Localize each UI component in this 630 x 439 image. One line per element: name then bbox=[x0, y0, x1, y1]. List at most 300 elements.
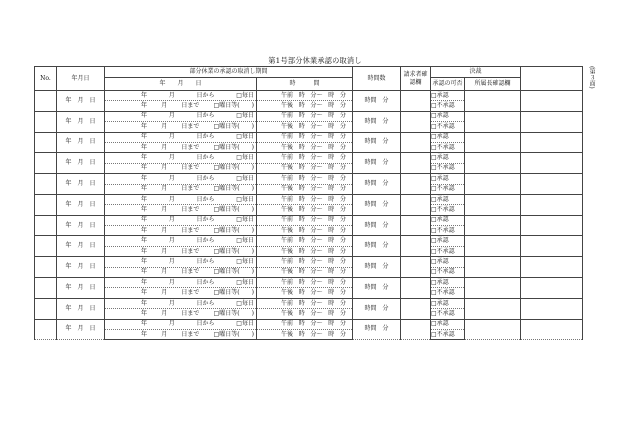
row-manager-check[interactable] bbox=[465, 215, 521, 236]
reject-checkbox[interactable]: □不承認 bbox=[431, 226, 465, 236]
reject-checkbox[interactable]: □不承認 bbox=[431, 101, 465, 111]
approve-checkbox[interactable]: □承認 bbox=[431, 174, 465, 184]
line1_time-0: 午前 bbox=[281, 237, 294, 245]
period-end-time[interactable] bbox=[257, 329, 353, 339]
row-extra bbox=[521, 236, 583, 257]
line2_date-1: 月 bbox=[161, 164, 168, 172]
period-end-time[interactable] bbox=[257, 142, 353, 152]
line2_date-1: 月 bbox=[161, 268, 168, 276]
line2_time-1: 時 bbox=[298, 185, 305, 193]
line2_date-2: 日まで bbox=[181, 205, 200, 213]
form-title: 第1号部分休業承認の取消し bbox=[268, 56, 362, 65]
period-end-time[interactable] bbox=[257, 184, 353, 194]
row-no bbox=[35, 194, 57, 215]
row-extra bbox=[521, 132, 583, 153]
line2_time-4: 分 bbox=[340, 226, 347, 234]
row-manager-check[interactable] bbox=[465, 111, 521, 132]
row-manager-check[interactable] bbox=[465, 194, 521, 215]
period-start-date[interactable] bbox=[105, 278, 257, 288]
table-row bbox=[35, 153, 583, 163]
line2_date-0: 年 bbox=[141, 289, 148, 297]
line1_date-3: □毎日 bbox=[236, 133, 254, 141]
period-start-time[interactable] bbox=[257, 257, 353, 267]
row-no bbox=[35, 153, 57, 174]
period-start-time[interactable] bbox=[257, 91, 353, 101]
line1_date-0: 年 bbox=[141, 112, 148, 120]
header-approval: 承認の可否 bbox=[431, 78, 465, 91]
line1_time-4: 分 bbox=[340, 91, 347, 99]
row-hours[interactable]: 時間 分 bbox=[353, 91, 401, 112]
period-end-date[interactable] bbox=[105, 142, 257, 152]
header-applicant: 請求者確認欄 bbox=[401, 67, 431, 91]
approve-checkbox[interactable]: □承認 bbox=[431, 236, 465, 246]
line2_date-0: 年 bbox=[141, 268, 148, 276]
line1_date-0: 年 bbox=[141, 257, 148, 265]
row-date[interactable]: 年 月 日 bbox=[57, 91, 105, 112]
period-start-date[interactable] bbox=[105, 91, 257, 101]
line2_time-0: 午後 bbox=[281, 205, 294, 213]
period-start-time[interactable] bbox=[257, 132, 353, 142]
line2_time-2: 分～ bbox=[310, 289, 323, 297]
line2_time-3: 時 bbox=[328, 268, 335, 276]
row-hours[interactable]: 時間 分 bbox=[353, 132, 401, 153]
line1_date-3: □毎日 bbox=[236, 278, 254, 286]
row-no bbox=[35, 132, 57, 153]
line1_date-2: 日から bbox=[196, 278, 215, 286]
line2_date-1: 月 bbox=[161, 102, 168, 110]
row-hours[interactable]: 時間 分 bbox=[353, 174, 401, 195]
period-start-time[interactable] bbox=[257, 194, 353, 204]
line2_time-4: 分 bbox=[340, 185, 347, 193]
line2_date-2: 日まで bbox=[181, 102, 200, 110]
approve-checkbox[interactable]: □承認 bbox=[431, 111, 465, 121]
approve-checkbox[interactable]: □承認 bbox=[431, 194, 465, 204]
line1_date-1: 月 bbox=[168, 320, 175, 328]
approve-checkbox[interactable]: □承認 bbox=[431, 91, 465, 101]
period-end-date[interactable] bbox=[105, 246, 257, 256]
header-hours: 時間数 bbox=[353, 67, 401, 91]
line2_date-3: □曜日等( ) bbox=[213, 164, 254, 172]
line2_date-3: □曜日等( ) bbox=[213, 247, 254, 255]
line2_date-3: □曜日等( ) bbox=[213, 268, 254, 276]
row-no bbox=[35, 91, 57, 112]
period-start-time[interactable] bbox=[257, 236, 353, 246]
line1_date-2: 日から bbox=[196, 154, 215, 162]
line2_date-2: 日まで bbox=[181, 122, 200, 130]
line2_time-2: 分～ bbox=[310, 268, 323, 276]
row-date[interactable]: 年 月 日 bbox=[57, 132, 105, 153]
line1_date-1: 月 bbox=[168, 91, 175, 99]
row-hours[interactable]: 時間 分 bbox=[353, 194, 401, 215]
line1_date-0: 年 bbox=[141, 154, 148, 162]
row-applicant-check[interactable] bbox=[401, 257, 431, 278]
line1_date-0: 年 bbox=[141, 320, 148, 328]
page-side-note bbox=[585, 66, 597, 92]
line2_date-3: □曜日等( ) bbox=[213, 289, 254, 297]
approve-checkbox[interactable]: □承認 bbox=[431, 153, 465, 163]
line1_date-1: 月 bbox=[168, 112, 175, 120]
row-date[interactable]: 年 月 日 bbox=[57, 319, 105, 340]
line2_time-0: 午後 bbox=[281, 309, 294, 317]
row-applicant-check[interactable] bbox=[401, 236, 431, 257]
period-start-date[interactable] bbox=[105, 257, 257, 267]
line1_time-0: 午前 bbox=[281, 299, 294, 307]
line2_time-4: 分 bbox=[340, 164, 347, 172]
line1_time-3: 時 bbox=[328, 133, 335, 141]
line1_time-3: 時 bbox=[328, 195, 335, 203]
table-row bbox=[35, 278, 583, 288]
cancellation-table bbox=[34, 66, 583, 340]
period-start-date[interactable] bbox=[105, 215, 257, 225]
line1_date-2: 日から bbox=[196, 299, 215, 307]
line2_date-0: 年 bbox=[141, 102, 148, 110]
reject-checkbox[interactable]: □不承認 bbox=[431, 267, 465, 277]
line2_date-3: □曜日等( ) bbox=[213, 205, 254, 213]
row-extra bbox=[521, 319, 583, 340]
line2_time-2: 分～ bbox=[310, 164, 323, 172]
header-blank bbox=[521, 67, 583, 91]
row-applicant-check[interactable] bbox=[401, 91, 431, 112]
line2_date-2: 日まで bbox=[181, 185, 200, 193]
period-end-time[interactable] bbox=[257, 101, 353, 111]
line2_time-3: 時 bbox=[328, 226, 335, 234]
period-start-time[interactable] bbox=[257, 174, 353, 184]
row-date[interactable]: 年 月 日 bbox=[57, 236, 105, 257]
line1_time-3: 時 bbox=[328, 320, 335, 328]
line1_time-1: 時 bbox=[298, 195, 305, 203]
table-body bbox=[35, 91, 583, 340]
line1_time-0: 午前 bbox=[281, 154, 294, 162]
period-start-date[interactable] bbox=[105, 153, 257, 163]
line2_date-3: □曜日等( ) bbox=[213, 185, 254, 193]
line2_date-3: □曜日等( ) bbox=[213, 330, 254, 338]
line2_time-3: 時 bbox=[328, 164, 335, 172]
line2_time-2: 分～ bbox=[310, 205, 323, 213]
row-applicant-check[interactable] bbox=[401, 278, 431, 299]
reject-checkbox[interactable]: □不承認 bbox=[431, 246, 465, 256]
period-end-date[interactable] bbox=[105, 101, 257, 111]
line1_date-3: □毎日 bbox=[236, 154, 254, 162]
line1_time-4: 分 bbox=[340, 216, 347, 224]
row-applicant-check[interactable] bbox=[401, 174, 431, 195]
line2_date-1: 月 bbox=[161, 330, 168, 338]
line1_date-3: □毎日 bbox=[236, 112, 254, 120]
line2_date-0: 年 bbox=[141, 164, 148, 172]
line1_time-2: 分～ bbox=[310, 299, 323, 307]
line2_time-2: 分～ bbox=[310, 185, 323, 193]
reject-checkbox[interactable]: □不承認 bbox=[431, 288, 465, 298]
line1_time-1: 時 bbox=[298, 174, 305, 182]
line2_date-2: 日まで bbox=[181, 289, 200, 297]
period-start-time[interactable] bbox=[257, 215, 353, 225]
line1_time-1: 時 bbox=[298, 237, 305, 245]
line1_date-3: □毎日 bbox=[236, 299, 254, 307]
reject-checkbox[interactable]: □不承認 bbox=[431, 309, 465, 319]
line2_time-0: 午後 bbox=[281, 164, 294, 172]
line2_time-1: 時 bbox=[298, 289, 305, 297]
period-end-time[interactable] bbox=[257, 205, 353, 215]
period-end-date[interactable] bbox=[105, 329, 257, 339]
period-end-date[interactable] bbox=[105, 309, 257, 319]
row-manager-check[interactable] bbox=[465, 174, 521, 195]
row-extra bbox=[521, 111, 583, 132]
line1_time-1: 時 bbox=[298, 133, 305, 141]
line2_time-1: 時 bbox=[298, 122, 305, 130]
row-hours[interactable]: 時間 分 bbox=[353, 278, 401, 299]
line2_date-0: 年 bbox=[141, 247, 148, 255]
row-hours[interactable]: 時間 分 bbox=[353, 257, 401, 278]
period-end-time[interactable] bbox=[257, 226, 353, 236]
line2_time-1: 時 bbox=[298, 143, 305, 151]
line1_date-3: □毎日 bbox=[236, 174, 254, 182]
header-period-date: 年 月 日 bbox=[105, 78, 257, 91]
line1_date-0: 年 bbox=[141, 216, 148, 224]
row-applicant-check[interactable] bbox=[401, 194, 431, 215]
period-end-date[interactable] bbox=[105, 122, 257, 132]
line1_time-0: 午前 bbox=[281, 174, 294, 182]
line2_time-0: 午後 bbox=[281, 143, 294, 151]
line2_date-0: 年 bbox=[141, 330, 148, 338]
row-manager-check[interactable] bbox=[465, 153, 521, 174]
row-manager-check[interactable] bbox=[465, 132, 521, 153]
line2_date-0: 年 bbox=[141, 122, 148, 130]
line1_date-2: 日から bbox=[196, 216, 215, 224]
row-manager-check[interactable] bbox=[465, 236, 521, 257]
line1_date-2: 日から bbox=[196, 257, 215, 265]
period-start-date[interactable] bbox=[105, 298, 257, 308]
line1_time-0: 午前 bbox=[281, 320, 294, 328]
line1_time-1: 時 bbox=[298, 299, 305, 307]
row-no bbox=[35, 236, 57, 257]
row-applicant-check[interactable] bbox=[401, 111, 431, 132]
row-no bbox=[35, 319, 57, 340]
row-hours[interactable]: 時間 分 bbox=[353, 215, 401, 236]
period-start-date[interactable] bbox=[105, 111, 257, 121]
line1_date-2: 日から bbox=[196, 195, 215, 203]
reject-checkbox[interactable]: □不承認 bbox=[431, 122, 465, 132]
reject-checkbox[interactable]: □不承認 bbox=[431, 184, 465, 194]
row-applicant-check[interactable] bbox=[401, 215, 431, 236]
line2_time-3: 時 bbox=[328, 143, 335, 151]
row-extra bbox=[521, 153, 583, 174]
line1_date-3: □毎日 bbox=[236, 195, 254, 203]
line1_date-1: 月 bbox=[168, 278, 175, 286]
line1_time-3: 時 bbox=[328, 154, 335, 162]
line2_time-3: 時 bbox=[328, 185, 335, 193]
line2_time-4: 分 bbox=[340, 330, 347, 338]
period-start-date[interactable] bbox=[105, 132, 257, 142]
period-end-date[interactable] bbox=[105, 184, 257, 194]
line1_time-2: 分～ bbox=[310, 257, 323, 265]
table-row bbox=[35, 132, 583, 142]
line1_date-2: 日から bbox=[196, 133, 215, 141]
table-row bbox=[35, 236, 583, 246]
line1_time-4: 分 bbox=[340, 237, 347, 245]
header-period-time: 時 間 bbox=[257, 78, 353, 91]
row-hours[interactable]: 時間 分 bbox=[353, 319, 401, 340]
line2_time-1: 時 bbox=[298, 330, 305, 338]
line2_date-3: □曜日等( ) bbox=[213, 102, 254, 110]
row-applicant-check[interactable] bbox=[401, 132, 431, 153]
line2_time-4: 分 bbox=[340, 309, 347, 317]
row-date[interactable]: 年 月 日 bbox=[57, 153, 105, 174]
line1_time-3: 時 bbox=[328, 91, 335, 99]
header-date: 年月日 bbox=[57, 67, 105, 91]
period-end-time[interactable] bbox=[257, 267, 353, 277]
line1_time-2: 分～ bbox=[310, 154, 323, 162]
approve-checkbox[interactable]: □承認 bbox=[431, 257, 465, 267]
period-end-time[interactable] bbox=[257, 288, 353, 298]
line2_date-2: 日まで bbox=[181, 268, 200, 276]
line2_time-1: 時 bbox=[298, 226, 305, 234]
period-end-date[interactable] bbox=[105, 288, 257, 298]
reject-checkbox[interactable]: □不承認 bbox=[431, 163, 465, 173]
approve-checkbox[interactable]: □承認 bbox=[431, 298, 465, 308]
period-end-date[interactable] bbox=[105, 226, 257, 236]
line1_date-3: □毎日 bbox=[236, 91, 254, 99]
line2_time-0: 午後 bbox=[281, 226, 294, 234]
line2_time-4: 分 bbox=[340, 143, 347, 151]
line1_time-2: 分～ bbox=[310, 320, 323, 328]
line2_date-1: 月 bbox=[161, 185, 168, 193]
line1_date-3: □毎日 bbox=[236, 257, 254, 265]
line2_date-2: 日まで bbox=[181, 330, 200, 338]
line1_date-0: 年 bbox=[141, 174, 148, 182]
line2_date-1: 月 bbox=[161, 289, 168, 297]
line2_date-0: 年 bbox=[141, 309, 148, 317]
row-no bbox=[35, 298, 57, 319]
header-no: No. bbox=[35, 67, 57, 91]
line1_time-2: 分～ bbox=[310, 278, 323, 286]
period-start-date[interactable] bbox=[105, 319, 257, 329]
line2_date-1: 月 bbox=[161, 205, 168, 213]
line2_date-2: 日まで bbox=[181, 164, 200, 172]
line2_time-4: 分 bbox=[340, 289, 347, 297]
row-no bbox=[35, 257, 57, 278]
line1_date-0: 年 bbox=[141, 133, 148, 141]
row-date[interactable]: 年 月 日 bbox=[57, 278, 105, 299]
line2_time-1: 時 bbox=[298, 102, 305, 110]
period-start-date[interactable] bbox=[105, 174, 257, 184]
line2_time-0: 午後 bbox=[281, 122, 294, 130]
approve-checkbox[interactable]: □承認 bbox=[431, 319, 465, 329]
period-end-date[interactable] bbox=[105, 163, 257, 173]
row-hours[interactable]: 時間 分 bbox=[353, 298, 401, 319]
period-end-time[interactable] bbox=[257, 309, 353, 319]
row-date[interactable]: 年 月 日 bbox=[57, 215, 105, 236]
line1_time-3: 時 bbox=[328, 174, 335, 182]
row-applicant-check[interactable] bbox=[401, 298, 431, 319]
line1_date-1: 月 bbox=[168, 154, 175, 162]
row-manager-check[interactable] bbox=[465, 298, 521, 319]
approve-checkbox[interactable]: □承認 bbox=[431, 215, 465, 225]
line2_date-1: 月 bbox=[161, 226, 168, 234]
reject-checkbox[interactable]: □不承認 bbox=[431, 329, 465, 339]
line1_time-2: 分～ bbox=[310, 195, 323, 203]
line2_time-4: 分 bbox=[340, 102, 347, 110]
side-note-text: (第３面) bbox=[588, 66, 596, 89]
line1_time-4: 分 bbox=[340, 133, 347, 141]
approve-checkbox[interactable]: □承認 bbox=[431, 278, 465, 288]
line1_time-3: 時 bbox=[328, 299, 335, 307]
line2_time-0: 午後 bbox=[281, 289, 294, 297]
line1_time-2: 分～ bbox=[310, 91, 323, 99]
row-hours[interactable]: 時間 分 bbox=[353, 236, 401, 257]
line2_time-4: 分 bbox=[340, 247, 347, 255]
approve-checkbox[interactable]: □承認 bbox=[431, 132, 465, 142]
header-decision: 決裁 bbox=[431, 67, 521, 78]
line2_date-2: 日まで bbox=[181, 309, 200, 317]
line1_time-4: 分 bbox=[340, 112, 347, 120]
row-date[interactable]: 年 月 日 bbox=[57, 174, 105, 195]
line1_date-1: 月 bbox=[168, 216, 175, 224]
line1_date-3: □毎日 bbox=[236, 237, 254, 245]
line1_date-2: 日から bbox=[196, 174, 215, 182]
period-start-time[interactable] bbox=[257, 319, 353, 329]
line2_time-2: 分～ bbox=[310, 122, 323, 130]
line2_time-3: 時 bbox=[328, 289, 335, 297]
row-hours[interactable]: 時間 分 bbox=[353, 153, 401, 174]
row-applicant-check[interactable] bbox=[401, 319, 431, 340]
line2_time-1: 時 bbox=[298, 268, 305, 276]
line1_time-2: 分～ bbox=[310, 216, 323, 224]
row-hours[interactable]: 時間 分 bbox=[353, 111, 401, 132]
row-date[interactable]: 年 月 日 bbox=[57, 257, 105, 278]
line1_date-0: 年 bbox=[141, 91, 148, 99]
row-extra bbox=[521, 194, 583, 215]
line2_date-3: □曜日等( ) bbox=[213, 122, 254, 130]
period-end-time[interactable] bbox=[257, 163, 353, 173]
line2_time-0: 午後 bbox=[281, 102, 294, 110]
period-end-time[interactable] bbox=[257, 246, 353, 256]
line1_time-4: 分 bbox=[340, 320, 347, 328]
period-start-date[interactable] bbox=[105, 236, 257, 246]
line2_time-1: 時 bbox=[298, 205, 305, 213]
header-period: 部分休業の承認の取消し期間 bbox=[105, 67, 353, 78]
period-end-time[interactable] bbox=[257, 122, 353, 132]
row-manager-check[interactable] bbox=[465, 319, 521, 340]
period-end-date[interactable] bbox=[105, 267, 257, 277]
line2_date-2: 日まで bbox=[181, 226, 200, 234]
line1_time-1: 時 bbox=[298, 216, 305, 224]
row-date[interactable]: 年 月 日 bbox=[57, 111, 105, 132]
line1_time-1: 時 bbox=[298, 154, 305, 162]
line2_date-1: 月 bbox=[161, 143, 168, 151]
line1_time-4: 分 bbox=[340, 299, 347, 307]
period-start-time[interactable] bbox=[257, 278, 353, 288]
period-end-date[interactable] bbox=[105, 205, 257, 215]
row-date[interactable]: 年 月 日 bbox=[57, 298, 105, 319]
line1_time-1: 時 bbox=[298, 91, 305, 99]
reject-checkbox[interactable]: □不承認 bbox=[431, 205, 465, 215]
row-extra bbox=[521, 257, 583, 278]
reject-checkbox[interactable]: □不承認 bbox=[431, 142, 465, 152]
row-applicant-check[interactable] bbox=[401, 153, 431, 174]
line1_date-2: 日から bbox=[196, 237, 215, 245]
row-manager-check[interactable] bbox=[465, 91, 521, 112]
row-manager-check[interactable] bbox=[465, 257, 521, 278]
line1_date-0: 年 bbox=[141, 278, 148, 286]
period-start-time[interactable] bbox=[257, 111, 353, 121]
line1_time-0: 午前 bbox=[281, 195, 294, 203]
line2_time-2: 分～ bbox=[310, 330, 323, 338]
period-start-date[interactable] bbox=[105, 194, 257, 204]
period-start-time[interactable] bbox=[257, 153, 353, 163]
row-extra bbox=[521, 298, 583, 319]
period-start-time[interactable] bbox=[257, 298, 353, 308]
row-date[interactable]: 年 月 日 bbox=[57, 194, 105, 215]
row-manager-check[interactable] bbox=[465, 278, 521, 299]
